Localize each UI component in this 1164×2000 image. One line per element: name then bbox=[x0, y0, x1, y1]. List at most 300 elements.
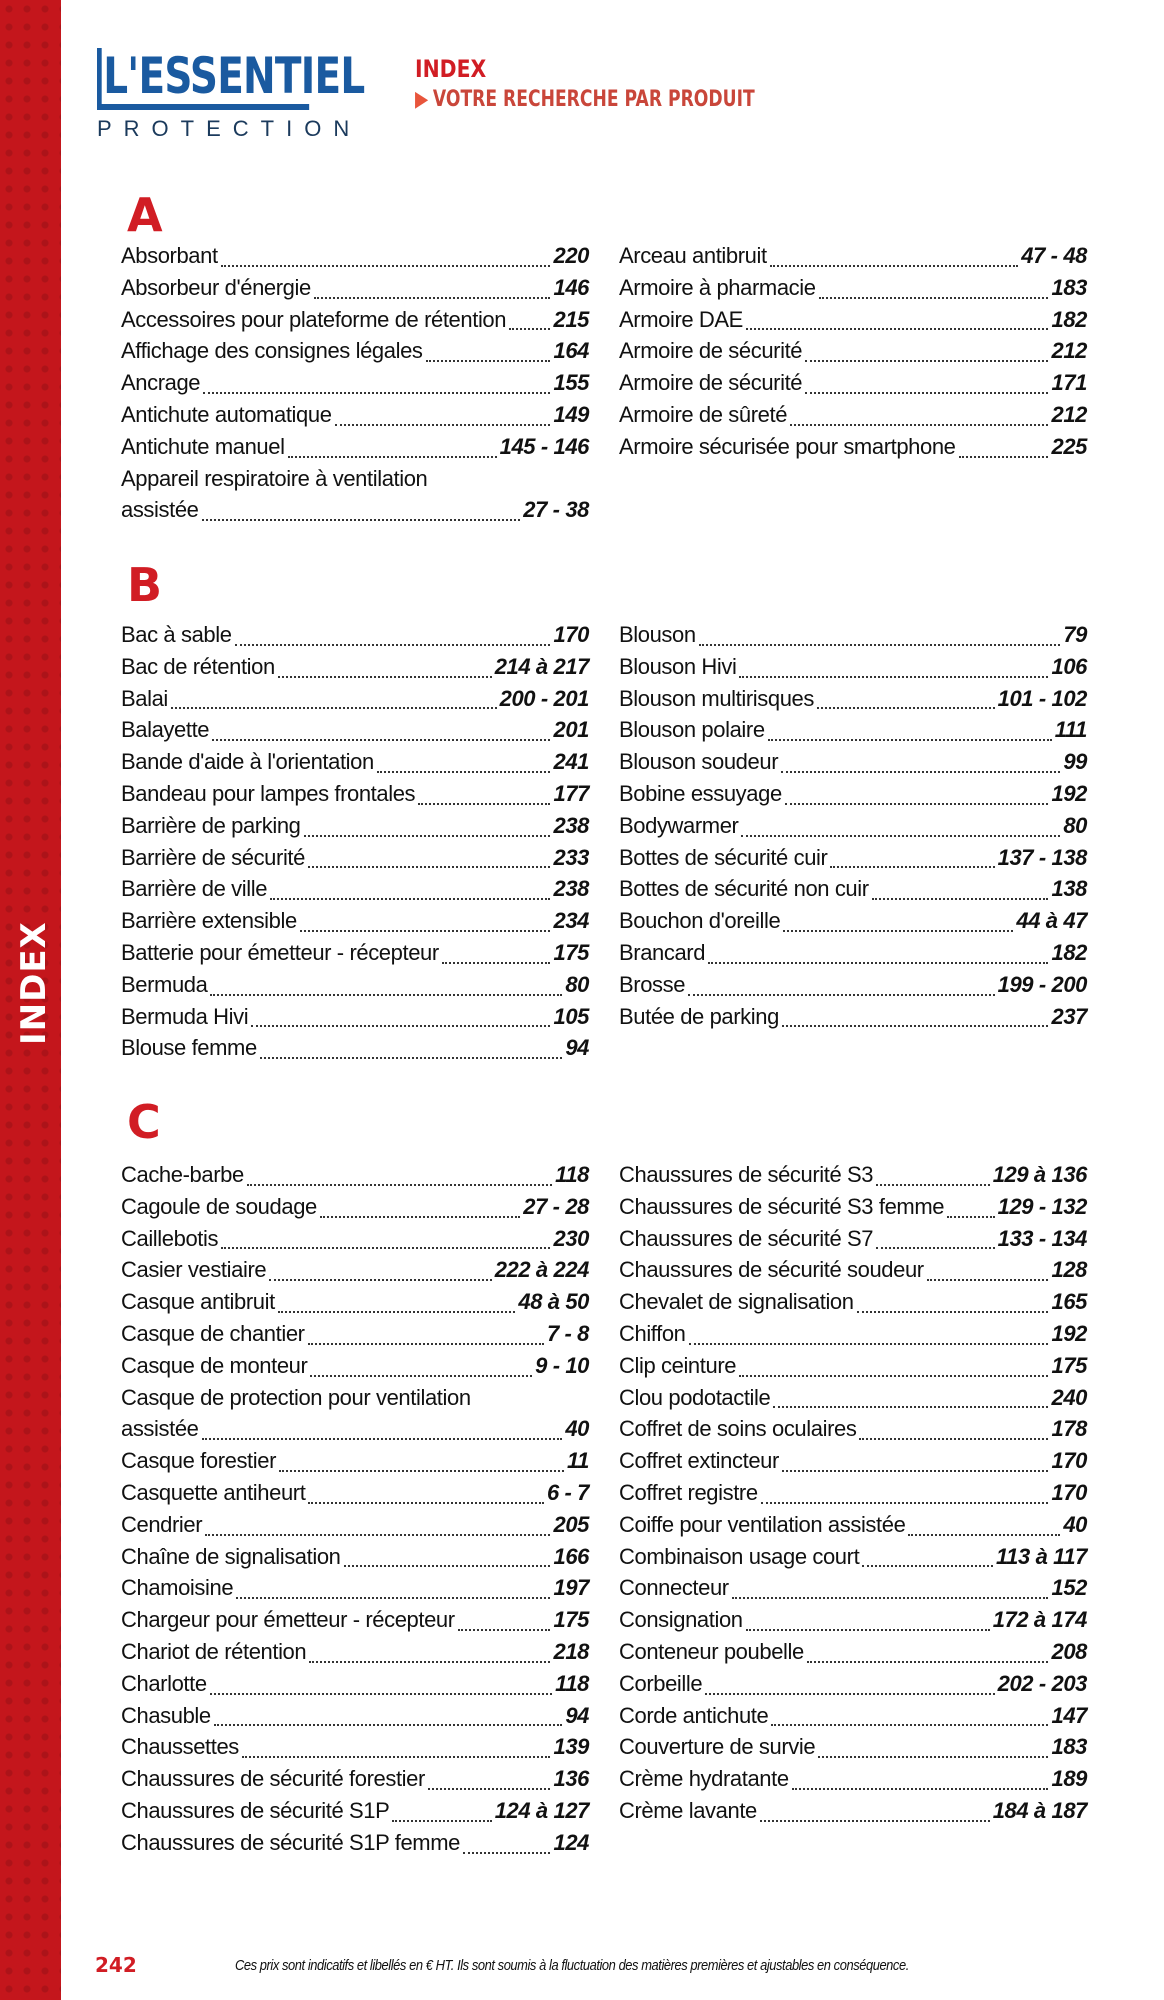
entry-page: 237 bbox=[1051, 1003, 1087, 1029]
index-entry bbox=[619, 876, 1087, 908]
dot-leader bbox=[768, 739, 1052, 741]
dot-leader bbox=[807, 1661, 1049, 1663]
index-entry bbox=[619, 717, 1087, 749]
entry-name: Bermuda Hivi bbox=[121, 1003, 249, 1029]
entry-name: Caillebotis bbox=[121, 1225, 219, 1251]
entry-page: 183 bbox=[1051, 1734, 1087, 1760]
entry-page: 136 bbox=[553, 1766, 589, 1792]
entry-page: 200 - 201 bbox=[499, 685, 589, 711]
dot-leader bbox=[830, 866, 994, 868]
entry-page: 147 bbox=[1051, 1702, 1087, 1728]
dot-leader bbox=[335, 424, 551, 426]
entry-name: Crème hydratante bbox=[619, 1766, 789, 1792]
entry-name: Chaussures de sécurité S3 bbox=[619, 1162, 874, 1187]
entry-page: 164 bbox=[553, 338, 589, 364]
dot-leader bbox=[689, 1343, 1049, 1345]
entry-name: Bac de rétention bbox=[121, 653, 275, 679]
entry-name: Chaussures de sécurité S7 bbox=[619, 1225, 874, 1251]
entry-page: 178 bbox=[1051, 1416, 1087, 1442]
entry-name: Chevalet de signalisation bbox=[619, 1289, 854, 1315]
dot-leader bbox=[947, 1216, 995, 1218]
dot-leader bbox=[741, 835, 1060, 837]
index-entry bbox=[121, 876, 589, 908]
dot-leader bbox=[221, 265, 551, 267]
side-band bbox=[0, 0, 61, 2000]
index-entry bbox=[619, 1289, 1087, 1321]
index-entry bbox=[619, 1004, 1087, 1036]
entry-page: 197 bbox=[553, 1575, 589, 1601]
dot-leader bbox=[392, 1820, 491, 1822]
index-entry bbox=[121, 497, 589, 529]
dot-leader bbox=[857, 1311, 1049, 1313]
index-entry bbox=[121, 1194, 589, 1226]
dot-leader bbox=[426, 360, 551, 362]
dot-leader bbox=[300, 930, 551, 932]
entry-page: 80 bbox=[1063, 812, 1087, 838]
index-entry bbox=[619, 1703, 1087, 1735]
entry-name: Chaussures de sécurité soudeur bbox=[619, 1257, 924, 1283]
dot-leader bbox=[732, 1597, 1049, 1599]
entry-name: Bodywarmer bbox=[619, 812, 739, 838]
dot-leader bbox=[308, 1502, 544, 1504]
index-entry bbox=[121, 1004, 589, 1036]
index-column-left bbox=[121, 622, 589, 1067]
dot-leader bbox=[320, 1216, 520, 1218]
index-entry bbox=[121, 275, 589, 307]
entry-page: 129 - 132 bbox=[997, 1193, 1087, 1219]
index-entry bbox=[121, 717, 589, 749]
entry-page: 152 bbox=[1051, 1575, 1087, 1601]
index-entry bbox=[619, 813, 1087, 845]
dot-leader bbox=[463, 1852, 551, 1854]
entry-page: 225 bbox=[1051, 433, 1087, 459]
entry-name: Coffret de soins oculaires bbox=[619, 1416, 857, 1442]
entry-page: 177 bbox=[553, 780, 589, 806]
entry-name: Blouson Hivi bbox=[619, 653, 737, 679]
dot-leader bbox=[908, 1534, 1060, 1536]
entry-name: Blouse femme bbox=[121, 1035, 257, 1061]
dot-leader bbox=[210, 994, 562, 996]
dot-leader bbox=[876, 1184, 990, 1186]
dot-leader bbox=[418, 803, 550, 805]
footer-note: Ces prix sont indicatifs et libellés en € HT. Ils sont soumis à la fluctuation des matières premières et ajustables en conséquence. bbox=[235, 1957, 909, 1974]
entry-page: 105 bbox=[553, 1003, 589, 1029]
index-entry bbox=[619, 275, 1087, 307]
index-entry bbox=[619, 1448, 1087, 1480]
dot-leader bbox=[782, 1470, 1049, 1472]
entry-name: Cagoule de soudage bbox=[121, 1193, 317, 1219]
index-entry bbox=[619, 1385, 1087, 1417]
entry-name: Arceau antibruit bbox=[619, 243, 767, 268]
index-entry bbox=[619, 845, 1087, 877]
entry-page: 48 à 50 bbox=[518, 1289, 589, 1315]
entry-page: 170 bbox=[553, 622, 589, 647]
index-entry bbox=[619, 307, 1087, 339]
index-entry bbox=[121, 1575, 589, 1607]
entry-page: 175 bbox=[1051, 1352, 1087, 1378]
index-entry bbox=[121, 1798, 589, 1830]
entry-page: 212 bbox=[1051, 338, 1087, 364]
entry-page: 183 bbox=[1051, 274, 1087, 300]
entry-page: 128 bbox=[1051, 1257, 1087, 1283]
index-entry bbox=[121, 434, 589, 466]
index-entry bbox=[121, 1162, 589, 1194]
entry-page: 165 bbox=[1051, 1289, 1087, 1315]
entry-page: 175 bbox=[553, 1607, 589, 1633]
entry-name: Coffret extincteur bbox=[619, 1448, 779, 1474]
index-entry bbox=[121, 243, 589, 275]
entry-name: Armoire de sécurité bbox=[619, 370, 803, 396]
entry-page: 138 bbox=[1051, 876, 1087, 902]
entry-name: Conteneur poubelle bbox=[619, 1638, 804, 1664]
dot-leader bbox=[699, 644, 1061, 646]
index-entry bbox=[121, 908, 589, 940]
index-entry bbox=[619, 1257, 1087, 1289]
index-entry bbox=[121, 1671, 589, 1703]
index-column-left bbox=[121, 243, 589, 529]
entry-page: 118 bbox=[555, 1162, 589, 1187]
index-entry bbox=[619, 1607, 1087, 1639]
entry-page: 145 - 146 bbox=[499, 433, 589, 459]
dot-leader bbox=[221, 1247, 550, 1249]
entry-name: Chaîne de signalisation bbox=[121, 1543, 341, 1569]
entry-name: Chaussettes bbox=[121, 1734, 239, 1760]
entry-name: Absorbant bbox=[121, 243, 218, 268]
entry-page: 230 bbox=[553, 1225, 589, 1251]
entry-name: Couverture de survie bbox=[619, 1734, 816, 1760]
entry-name: Armoire de sûreté bbox=[619, 401, 788, 427]
entry-page: 182 bbox=[1051, 939, 1087, 965]
index-entry bbox=[619, 908, 1087, 940]
dot-leader bbox=[235, 644, 551, 646]
index-entry bbox=[619, 1353, 1087, 1385]
entry-page: 27 - 38 bbox=[523, 497, 589, 523]
entry-name: Coffret registre bbox=[619, 1479, 758, 1505]
index-entry bbox=[121, 622, 589, 654]
index-entry bbox=[121, 1226, 589, 1258]
dot-leader bbox=[817, 707, 995, 709]
entry-page: 124 bbox=[553, 1829, 589, 1855]
entry-name: Corbeille bbox=[619, 1670, 703, 1696]
index-entry bbox=[619, 749, 1087, 781]
index-entry bbox=[121, 1703, 589, 1735]
page-number: 242 bbox=[95, 1953, 137, 1977]
dot-leader bbox=[269, 1279, 492, 1281]
index-entry bbox=[121, 1766, 589, 1798]
dot-leader bbox=[705, 1693, 994, 1695]
entry-name: Casque de monteur bbox=[121, 1352, 308, 1378]
entry-name: Balai bbox=[121, 685, 168, 711]
entry-page: 146 bbox=[553, 274, 589, 300]
entry-name: Chargeur pour émetteur - récepteur bbox=[121, 1607, 455, 1633]
dot-leader bbox=[805, 360, 1048, 362]
index-entry bbox=[121, 845, 589, 877]
dot-leader bbox=[428, 1788, 551, 1790]
entry-name: Connecteur bbox=[619, 1575, 729, 1601]
side-index-label: INDEX bbox=[14, 921, 54, 1045]
dot-leader bbox=[790, 424, 1048, 426]
index-entry bbox=[619, 402, 1087, 434]
index-entry bbox=[121, 813, 589, 845]
entry-page: 111 bbox=[1054, 717, 1087, 743]
dot-leader bbox=[739, 676, 1048, 678]
entry-name: Chaussures de sécurité forestier bbox=[121, 1766, 425, 1792]
entry-page: 40 bbox=[565, 1416, 589, 1442]
index-entry bbox=[619, 1639, 1087, 1671]
entry-name: Balayette bbox=[121, 717, 210, 743]
entry-page: 166 bbox=[553, 1543, 589, 1569]
index-entry bbox=[619, 1575, 1087, 1607]
dot-leader bbox=[279, 1470, 564, 1472]
dot-leader bbox=[760, 1820, 990, 1822]
entry-name: Casque de chantier bbox=[121, 1320, 305, 1346]
index-entry bbox=[121, 1448, 589, 1480]
entry-name: Butée de parking bbox=[619, 1003, 779, 1029]
entry-page: 80 bbox=[565, 971, 589, 997]
brand-logo bbox=[97, 48, 369, 142]
dot-leader bbox=[739, 1375, 1048, 1377]
dot-leader bbox=[308, 1343, 544, 1345]
entry-page: 189 bbox=[1051, 1766, 1087, 1792]
dot-leader bbox=[819, 297, 1049, 299]
index-entry bbox=[619, 1226, 1087, 1258]
dot-leader bbox=[783, 930, 1013, 932]
index-entry bbox=[121, 686, 589, 718]
dot-leader bbox=[202, 1438, 563, 1440]
index-entry bbox=[619, 1162, 1087, 1194]
index-entry bbox=[121, 402, 589, 434]
index-entry bbox=[619, 654, 1087, 686]
index-entry bbox=[121, 1512, 589, 1544]
entry-name: Brancard bbox=[619, 939, 706, 965]
entry-name: Casque de protection pour ventilation bbox=[121, 1384, 471, 1410]
index-entry bbox=[121, 1353, 589, 1385]
page-subtitle: ▶ VOTRE RECHERCHE PAR PRODUIT bbox=[415, 87, 755, 112]
entry-page: 40 bbox=[1063, 1511, 1087, 1537]
entry-name: Chiffon bbox=[619, 1320, 686, 1346]
dot-leader bbox=[203, 392, 550, 394]
entry-name: Armoire à pharmacie bbox=[619, 274, 816, 300]
index-entry bbox=[619, 434, 1087, 466]
index-entry bbox=[121, 1544, 589, 1576]
index-entry bbox=[619, 1194, 1087, 1226]
index-entry bbox=[121, 1830, 589, 1862]
index-entry bbox=[619, 243, 1087, 275]
entry-name: assistée bbox=[121, 497, 199, 523]
index-entry bbox=[121, 972, 589, 1004]
entry-name: Cache-barbe bbox=[121, 1162, 244, 1187]
dot-leader bbox=[761, 1502, 1049, 1504]
entry-name: Blouson polaire bbox=[619, 717, 765, 743]
entry-page: 241 bbox=[553, 749, 589, 775]
entry-page: 238 bbox=[553, 876, 589, 902]
entry-page: 202 - 203 bbox=[997, 1670, 1087, 1696]
entry-name: Bande d'aide à l'orientation bbox=[121, 749, 374, 775]
dot-leader bbox=[773, 1406, 1048, 1408]
entry-name: Bottes de sécurité non cuir bbox=[619, 876, 869, 902]
entry-name: Absorbeur d'énergie bbox=[121, 274, 311, 300]
entry-page: 205 bbox=[553, 1511, 589, 1537]
dot-leader bbox=[247, 1184, 552, 1186]
entry-name: Bobine essuyage bbox=[619, 780, 782, 806]
index-column-right bbox=[619, 622, 1087, 1035]
index-entry bbox=[619, 1480, 1087, 1512]
index-entry bbox=[619, 1671, 1087, 1703]
entry-name: Bottes de sécurité cuir bbox=[619, 844, 828, 870]
dot-leader bbox=[214, 1724, 563, 1726]
entry-name: Armoire DAE bbox=[619, 306, 743, 332]
entry-name: Corde antichute bbox=[619, 1702, 769, 1728]
dot-leader bbox=[876, 1247, 994, 1249]
entry-name: Bouchon d'oreille bbox=[619, 908, 781, 934]
entry-page: 170 bbox=[1051, 1479, 1087, 1505]
entry-page: 118 bbox=[555, 1670, 589, 1696]
index-entry bbox=[121, 338, 589, 370]
entry-page: 129 à 136 bbox=[992, 1162, 1087, 1187]
entry-page: 238 bbox=[553, 812, 589, 838]
entry-page: 44 à 47 bbox=[1016, 908, 1087, 934]
entry-name: Antichute manuel bbox=[121, 433, 285, 459]
index-entry bbox=[121, 940, 589, 972]
dot-leader bbox=[260, 1057, 563, 1059]
entry-name: Charlotte bbox=[121, 1670, 207, 1696]
entry-name: Brosse bbox=[619, 971, 686, 997]
brand-tagline: PROTECTION bbox=[97, 116, 362, 141]
dot-leader bbox=[314, 297, 551, 299]
entry-page: 184 à 187 bbox=[992, 1797, 1087, 1823]
index-entry bbox=[121, 1289, 589, 1321]
brand-name: L'ESSENTIEL bbox=[97, 48, 309, 110]
index-entry bbox=[619, 1734, 1087, 1766]
index-entry bbox=[619, 686, 1087, 718]
entry-page: 7 - 8 bbox=[546, 1320, 589, 1346]
entry-page: 234 bbox=[553, 908, 589, 934]
entry-page: 149 bbox=[553, 401, 589, 427]
entry-name: Barrière de ville bbox=[121, 876, 268, 902]
entry-name: Chasuble bbox=[121, 1702, 211, 1728]
entry-page: 99 bbox=[1063, 749, 1087, 775]
index-entry bbox=[619, 622, 1087, 654]
index-entry bbox=[121, 307, 589, 339]
entry-page: 101 - 102 bbox=[997, 685, 1087, 711]
entry-page: 124 à 127 bbox=[494, 1797, 589, 1823]
dot-leader bbox=[771, 1724, 1048, 1726]
index-entry bbox=[619, 1544, 1087, 1576]
dot-leader bbox=[818, 1756, 1048, 1758]
entry-name: Consignation bbox=[619, 1607, 743, 1633]
entry-page: 212 bbox=[1051, 401, 1087, 427]
dot-leader bbox=[805, 392, 1048, 394]
section-letter: B bbox=[127, 558, 163, 612]
index-entry bbox=[121, 1416, 589, 1448]
entry-name: Coiffe pour ventilation assistée bbox=[619, 1511, 906, 1537]
entry-name: assistée bbox=[121, 1416, 199, 1442]
dot-leader bbox=[746, 328, 1049, 330]
entry-page: 9 - 10 bbox=[535, 1352, 589, 1378]
entry-page: 27 - 28 bbox=[523, 1193, 589, 1219]
index-entry bbox=[121, 749, 589, 781]
entry-name: Blouson soudeur bbox=[619, 749, 779, 775]
dot-leader bbox=[304, 835, 551, 837]
index-entry bbox=[619, 940, 1087, 972]
dot-leader bbox=[309, 1661, 550, 1663]
entry-page: 218 bbox=[553, 1638, 589, 1664]
entry-page: 172 à 174 bbox=[992, 1607, 1087, 1633]
entry-name: Chaussures de sécurité S3 femme bbox=[619, 1193, 945, 1219]
dot-leader bbox=[212, 739, 550, 741]
dot-leader bbox=[509, 328, 550, 330]
dot-leader bbox=[872, 898, 1049, 900]
entry-page: 137 - 138 bbox=[997, 844, 1087, 870]
dot-leader bbox=[862, 1565, 993, 1567]
dot-leader bbox=[959, 456, 1049, 458]
entry-name: Crème lavante bbox=[619, 1797, 757, 1823]
entry-name: Casquette antiheurt bbox=[121, 1479, 306, 1505]
entry-page: 171 bbox=[1051, 370, 1087, 396]
entry-name: Chaussures de sécurité S1P bbox=[121, 1797, 390, 1823]
index-entry bbox=[121, 1480, 589, 1512]
dot-leader bbox=[242, 1756, 551, 1758]
dot-leader bbox=[688, 994, 995, 996]
index-column-left bbox=[121, 1162, 589, 1862]
entry-name: Appareil respiratoire à ventilation bbox=[121, 465, 428, 491]
index-entry bbox=[619, 1766, 1087, 1798]
dot-leader bbox=[746, 1629, 990, 1631]
dot-leader bbox=[770, 265, 1019, 267]
entry-page: 106 bbox=[1051, 653, 1087, 679]
dot-leader bbox=[859, 1438, 1048, 1440]
dot-leader bbox=[278, 1311, 516, 1313]
entry-name: Clip ceinture bbox=[619, 1352, 737, 1378]
entry-name: Bandeau pour lampes frontales bbox=[121, 780, 416, 806]
entry-page: 170 bbox=[1051, 1448, 1087, 1474]
index-entry bbox=[619, 781, 1087, 813]
entry-page: 215 bbox=[553, 306, 589, 332]
dot-leader bbox=[792, 1788, 1049, 1790]
entry-name: Combinaison usage court bbox=[619, 1543, 860, 1569]
entry-name: Casier vestiaire bbox=[121, 1257, 267, 1283]
entry-name: Bermuda bbox=[121, 971, 208, 997]
entry-name: Chamoisine bbox=[121, 1575, 234, 1601]
entry-page: 155 bbox=[553, 370, 589, 396]
section-letter: A bbox=[127, 188, 163, 242]
index-entry bbox=[121, 370, 589, 402]
entry-name: Antichute automatique bbox=[121, 401, 332, 427]
dot-leader bbox=[781, 771, 1060, 773]
dot-leader bbox=[310, 1375, 532, 1377]
entry-name: Barrière de sécurité bbox=[121, 844, 305, 870]
entry-name: Casque forestier bbox=[121, 1448, 277, 1474]
entry-page: 175 bbox=[553, 939, 589, 965]
dot-leader bbox=[377, 771, 551, 773]
dot-leader bbox=[782, 1025, 1049, 1027]
index-entry bbox=[121, 1639, 589, 1671]
dot-leader bbox=[344, 1565, 551, 1567]
entry-name: Affichage des consignes légales bbox=[121, 338, 423, 364]
entry-name: Ancrage bbox=[121, 370, 201, 396]
entry-name: Accessoires pour plateforme de rétention bbox=[121, 306, 507, 332]
entry-page: 94 bbox=[565, 1035, 589, 1061]
index-entry bbox=[121, 781, 589, 813]
page-header bbox=[415, 55, 850, 112]
index-entry-line bbox=[121, 1385, 589, 1417]
entry-page: 199 - 200 bbox=[997, 971, 1087, 997]
index-entry bbox=[121, 1607, 589, 1639]
dot-leader bbox=[202, 519, 521, 521]
entry-name: Bac à sable bbox=[121, 622, 232, 647]
entry-page: 240 bbox=[1051, 1384, 1087, 1410]
dot-leader bbox=[308, 866, 551, 868]
